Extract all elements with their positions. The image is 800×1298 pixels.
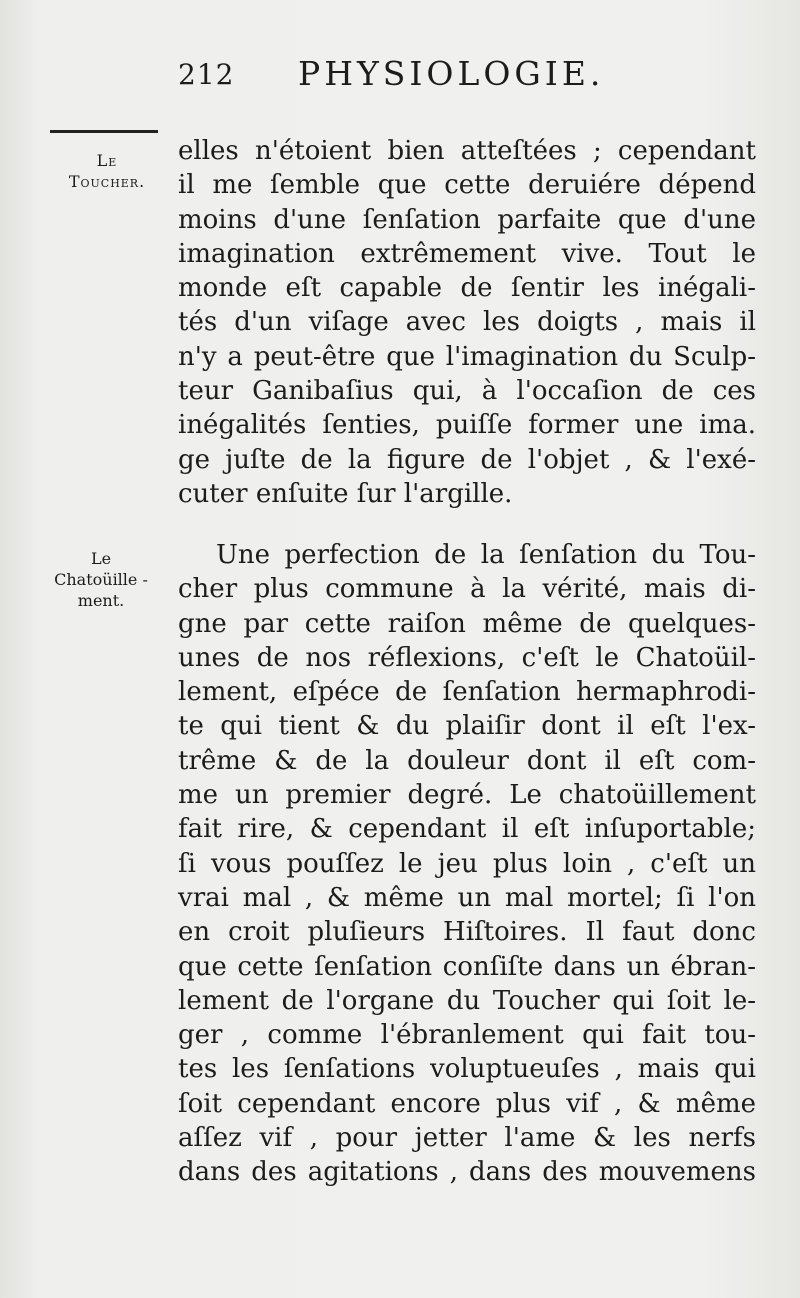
text-line: il me ſemble que cette deruiére dépend xyxy=(178,170,756,201)
text-line: en croit pluſieurs Hiſtoires. Il faut donc xyxy=(178,917,756,948)
text-line: ſoit cependant encore plus vif , & même xyxy=(178,1088,756,1119)
text-line: aſſez vif , pour jetter l'ame & les nerfs xyxy=(178,1123,756,1154)
text-line: unes de nos réflexions, c'eſt le Chatoüil- xyxy=(178,642,756,673)
running-title: PHYSIOLOGIE. xyxy=(298,54,605,93)
text-line: dans des agitations , dans des mouvemens xyxy=(178,1157,756,1188)
margin-note-toucher xyxy=(42,150,172,192)
paragraph-2 xyxy=(178,538,756,1190)
text-line: n'y a peut-être que l'imagination du Sculp- xyxy=(178,341,756,372)
text-line: cher plus commune à la vérité, mais di- xyxy=(178,574,756,605)
text-line: elles n'étoient bien atteſtées ; cependant xyxy=(178,136,756,166)
text-line: moins d'une ſenſation parfaite que d'une xyxy=(178,204,756,235)
margin-note-line: Le xyxy=(90,549,112,568)
text-line: monde eſt capable de ſentir les inégali- xyxy=(178,273,756,304)
page-number: 212 xyxy=(178,58,235,91)
text-line: cuter enſuite ſur l'argille. xyxy=(178,478,513,509)
text-line: tés d'un viſage avec les doigts , mais il xyxy=(178,307,756,338)
text-line: te qui tient & du plaiſir dont il eſt l'ex- xyxy=(178,711,756,742)
margin-note-chatouillement xyxy=(36,548,166,611)
margin-rule xyxy=(50,130,158,133)
paragraph-1 xyxy=(178,134,756,511)
margin-note-line: Le xyxy=(96,151,118,170)
text-line: ger , comme l'ébranlement qui fait tou- xyxy=(178,1020,756,1051)
text-line: me un premier degré. Le chatoüillement xyxy=(178,780,756,811)
page-header xyxy=(0,54,800,98)
margin-note-line: Toucher. xyxy=(68,172,146,191)
text-line: vrai mal , & même un mal mortel; ſi l'on xyxy=(178,882,756,913)
text-line: Une perfection de la ſenſation du Tou- xyxy=(216,540,756,570)
text-line: inégalités ſenties, puiſſe former une ima. xyxy=(178,410,756,441)
text-line: que cette ſenſation conſiſte dans un ébran- xyxy=(178,951,756,982)
text-line: teur Ganibaſius qui, à l'occaſion de ces xyxy=(178,376,756,407)
text-line: imagination extrêmement vive. Tout le xyxy=(178,238,756,269)
text-line: lement, eſpéce de ſenſation hermaphrodi- xyxy=(178,677,756,708)
text-line: trême & de la douleur dont il eſt com- xyxy=(178,745,756,776)
text-line: ge juſte de la figure de l'objet , & l'exé- xyxy=(178,444,756,475)
text-line: fait rire, & cependant il eſt inſuportable; xyxy=(178,814,756,845)
text-line: lement de l'organe du Toucher qui ſoit le- xyxy=(178,985,756,1016)
text-line: ſi vous pouſſez le jeu plus loin , c'eſt un xyxy=(178,848,756,879)
text-line: tes les ſenſations voluptueuſes , mais qui xyxy=(178,1054,756,1085)
margin-note-line: ment. xyxy=(77,591,125,610)
margin-note-line: Chatoüille - xyxy=(54,570,148,589)
text-line: gne par cette raiſon même de quelques- xyxy=(178,608,756,639)
